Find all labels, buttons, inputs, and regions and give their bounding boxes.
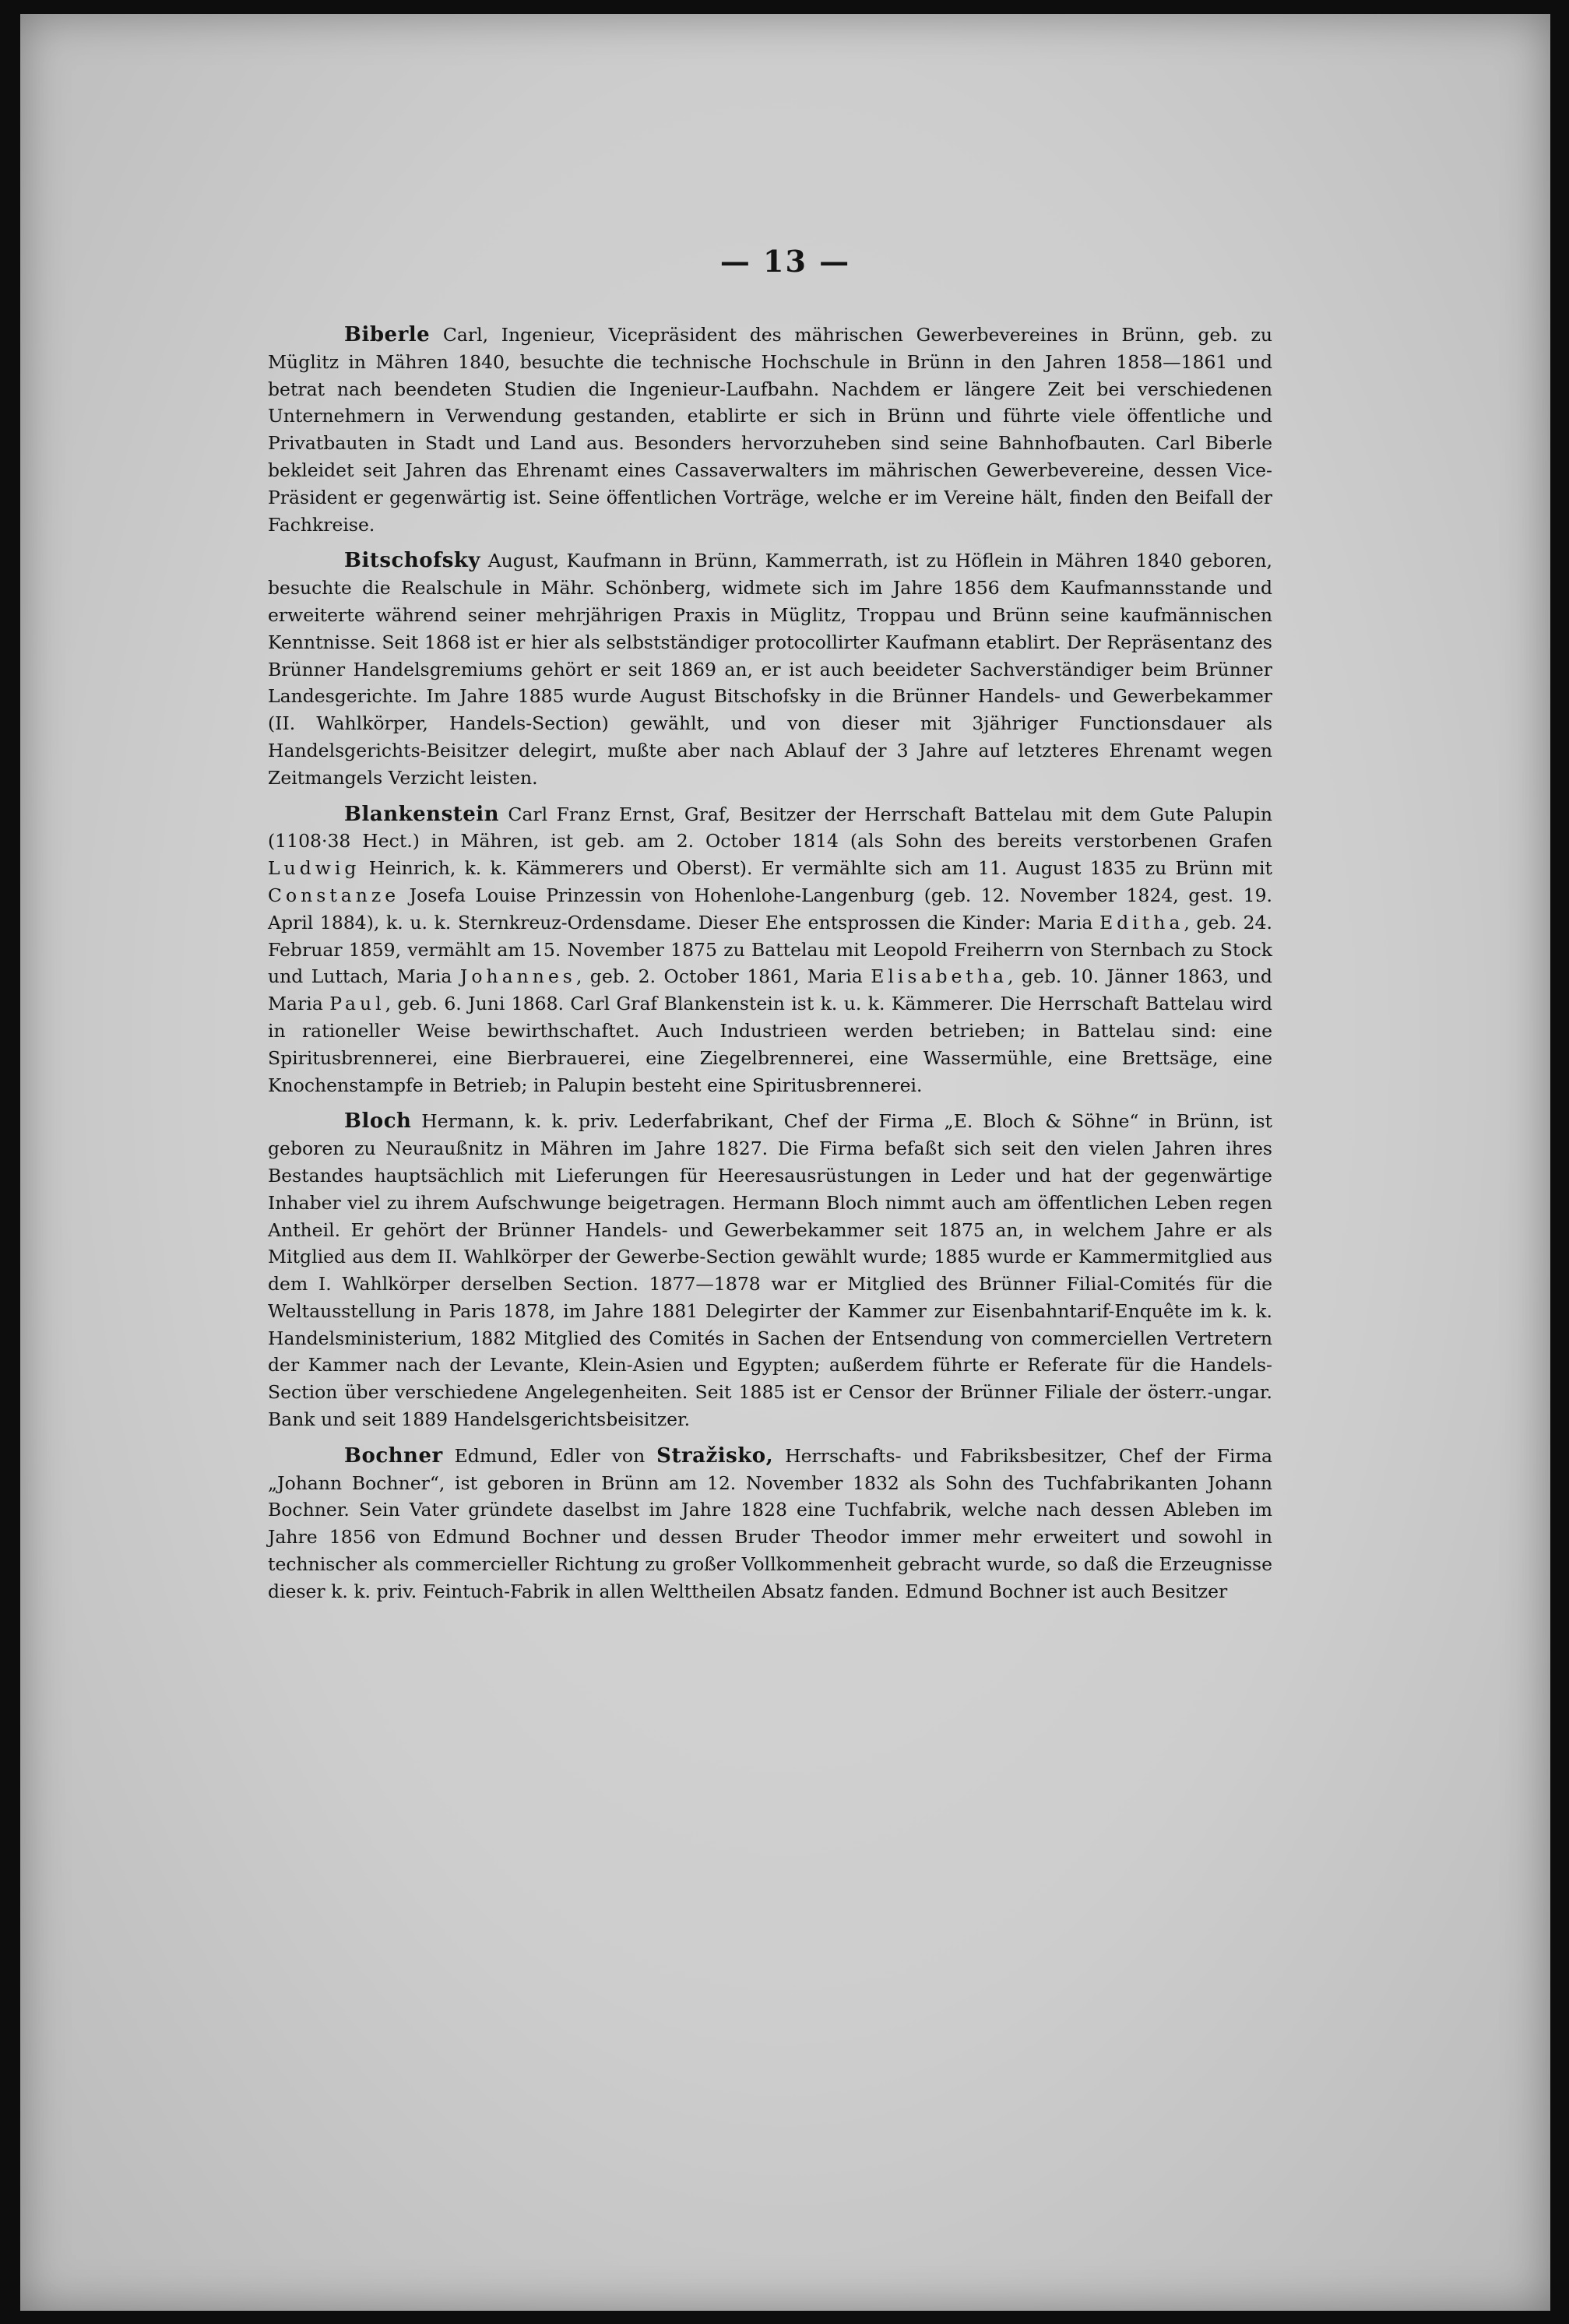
spaced-name: Paul [329, 993, 385, 1015]
entry-surname: Blankenstein [344, 802, 500, 826]
entry-surname: Biberle [344, 323, 431, 346]
entry-text: Hermann, k. k. priv. Lederfabrikant, Chef der Firma „E. Bloch & Söhne“ in Brünn, ist geboren zu Neuraußnitz in Mähren im Jahre 1827. Die Firma befaßt sich seit den vielen Jahren ihres Bestandes hauptsächlich mit Lieferungen für Heeresausrüstungen in Leder und hat der gegenwärtige Inhaber viel zu ihrem Aufschwunge beigetragen. Hermann Bloch nimmt auch am öffentlichen Leben regen Antheil. Er gehört der Brünner Handels- und Gewerbekammer seit 1875 an, in welchem Jahre er als Mitglied aus dem II. Wahlkörper der Gewerbe-Section gewählt wurde; 1885 wurde er Kammermitglied aus dem I. Wahlkörper derselben Section. 1877—1878 war er Mitglied des Brünner Filial-Comités für die Weltausstellung in Paris 1878, im Jahre 1881 Delegirter der Kammer zur Eisenbahntarif-Enquête im k. k. Handelsministerium, 1882 Mitglied des Comités in Sachen der Entsendung von commerciellen Vertretern der Kammer nach der Levante, Klein-Asien und Egypten; außerdem führte er Referate für die Handels-Section über verschiedene Angelegenheiten. Seit 1885 ist er Censor der Brünner Filiale der österr.-ungar. Bank und seit 1889 Handelsgerichtsbeisitzer. [268, 1110, 1272, 1431]
entry-bloch [268, 1108, 1272, 1433]
entry-text: Carl, Ingenieur, Vicepräsident des mährischen Gewerbevereines in Brünn, geb. zu Müglitz in Mähren 1840, besuchte die technische Hochschule in Brünn in den Jahren 1858—1861 und betrat nach beendeten Studien die Ingenieur-Laufbahn. Nachdem er längere Zeit bei verschiedenen Unternehmern in Verwendung gestanden, etablirte er sich in Brünn und führte viele öffentliche und Privatbauten in Stadt und Land aus. Besonders hervorzuheben sind seine Bahnhofbauten. Carl Biberle bekleidet seit Jahren das Ehrenamt eines Cassaverwalters im mährischen Gewerbevereine, dessen Vice-Präsident er gegenwärtig ist. Seine öffentlichen Vorträge, welche er im Vereine hält, finden den Beifall der Fachkreise. [268, 324, 1272, 536]
entry-blankenstein [268, 801, 1272, 1099]
spaced-name: Elisabetha [871, 965, 1008, 988]
entry-bitschofsky [268, 547, 1272, 791]
entry-surname: Bitschofsky [344, 549, 481, 573]
spaced-name: Johannes [459, 965, 576, 988]
entry-text: , geb. 24. Februar 1859, vermählt am 15. November 1875 zu Battelau mit Leopold Freiherrn von Sternbach zu Stock und Luttach, Maria [268, 911, 1272, 988]
entry-text: , geb. 6. Juni 1868. Carl Graf Blankenstein ist k. u. k. Kämmerer. Die Herrschaft Battelau wird in rationeller Weise bewirthschaftet. Auch Industrieen werden betrieben; in Battelau sind: eine Spiritusbrennerei, eine Bierbrauerei, eine Ziegelbrennerei, eine Wassermühle, eine Brettsäge, eine Knochenstampfe in Betrieb; in Palupin besteht eine Spiritusbrennerei. [268, 993, 1272, 1096]
entry-surname: Bloch [344, 1109, 412, 1134]
spaced-name: Constanze [268, 884, 400, 906]
entry-text: August, Kaufmann in Brünn, Kammerrath, ist zu Höflein in Mähren 1840 geboren, besuchte die Realschule in Mähr. Schönberg, widmete sich im Jahre 1856 dem Kaufmannsstande und erweiterte während seiner mehrjährigen Praxis in Müglitz, Troppau und Brünn seine kaufmännischen Kenntnisse. Seit 1868 ist er hier als selbstständiger protocollirter Kaufmann etablirt. Der Repräsentanz des Brünner Handelsgremiums gehört er seit 1869 an, er ist auch beeideter Sachverständiger beim Brünner Landesgerichte. Im Jahre 1885 wurde August Bitschofsky in die Brünner Handels- und Gewerbekammer (II. Wahlkörper, Handels-Section) gewählt, und von dieser mit 3jähriger Functionsdauer als Handelsgerichts-Beisitzer delegirt, mußte aber nach Ablauf der 3 Jahre auf letzteres Ehrenamt wegen Zeitmangels Verzicht leisten. [268, 550, 1272, 789]
entry-text: Carl Franz Ernst, Graf, Besitzer der Herrschaft Battelau mit dem Gute Palupin (1108·38 Hect.) in Mähren, ist geb. am 2. October 1814 (als Sohn des bereits verstorbenen Grafen [268, 803, 1272, 853]
entry-text: Edmund, Edler von [454, 1444, 646, 1467]
page-number: — 13 — [719, 244, 851, 279]
entry-bochner [268, 1443, 1272, 1605]
entry-surname: Bochner [344, 1443, 443, 1468]
entry-text: , geb. 2. October 1861, Maria [575, 965, 863, 988]
entry-text: Herrschafts- und Fabriksbesitzer, Chef der Firma „Johann Bochner“, ist geboren in Brünn am 12. November 1832 als Sohn des Tuchfabrikanten Johann Bochner. Sein Vater gründete daselbst im Jahre 1828 eine Tuchfabrik, welche nach dessen Ableben im Jahre 1856 von Edmund Bochner und dessen Bruder Theodor immer mehr erweitert und sowohl in technischer als commercieller Richtung zu großer Vollkommenheit gebracht wurde, so daß die Erzeugnisse dieser k. k. priv. Feintuch-Fabrik in allen Welttheilen Absatz fanden. Edmund Bochner ist auch Besitzer [268, 1444, 1272, 1602]
entry-text: Heinrich, k. k. Kämmerers und Oberst). Er vermählte sich am 11. August 1835 zu Brünn mit [368, 857, 1272, 880]
document-page [20, 14, 1550, 2311]
spaced-name: Editha [1099, 911, 1184, 933]
document-body [268, 322, 1272, 1615]
title-name: Stražisko, [656, 1443, 774, 1468]
entry-text: , geb. 10. Jänner 1863, und Maria [268, 965, 1272, 1015]
entry-text: Josefa Louise Prinzessin von Hohenlohe-Langenburg (geb. 12. November 1824, gest. 19. April 1884), k. u. k. Sternkreuz-Ordensdame. Dieser Ehe entsprossen die Kinder: Maria [268, 884, 1272, 933]
entry-biberle [268, 322, 1272, 538]
spaced-name: Ludwig [268, 857, 361, 880]
